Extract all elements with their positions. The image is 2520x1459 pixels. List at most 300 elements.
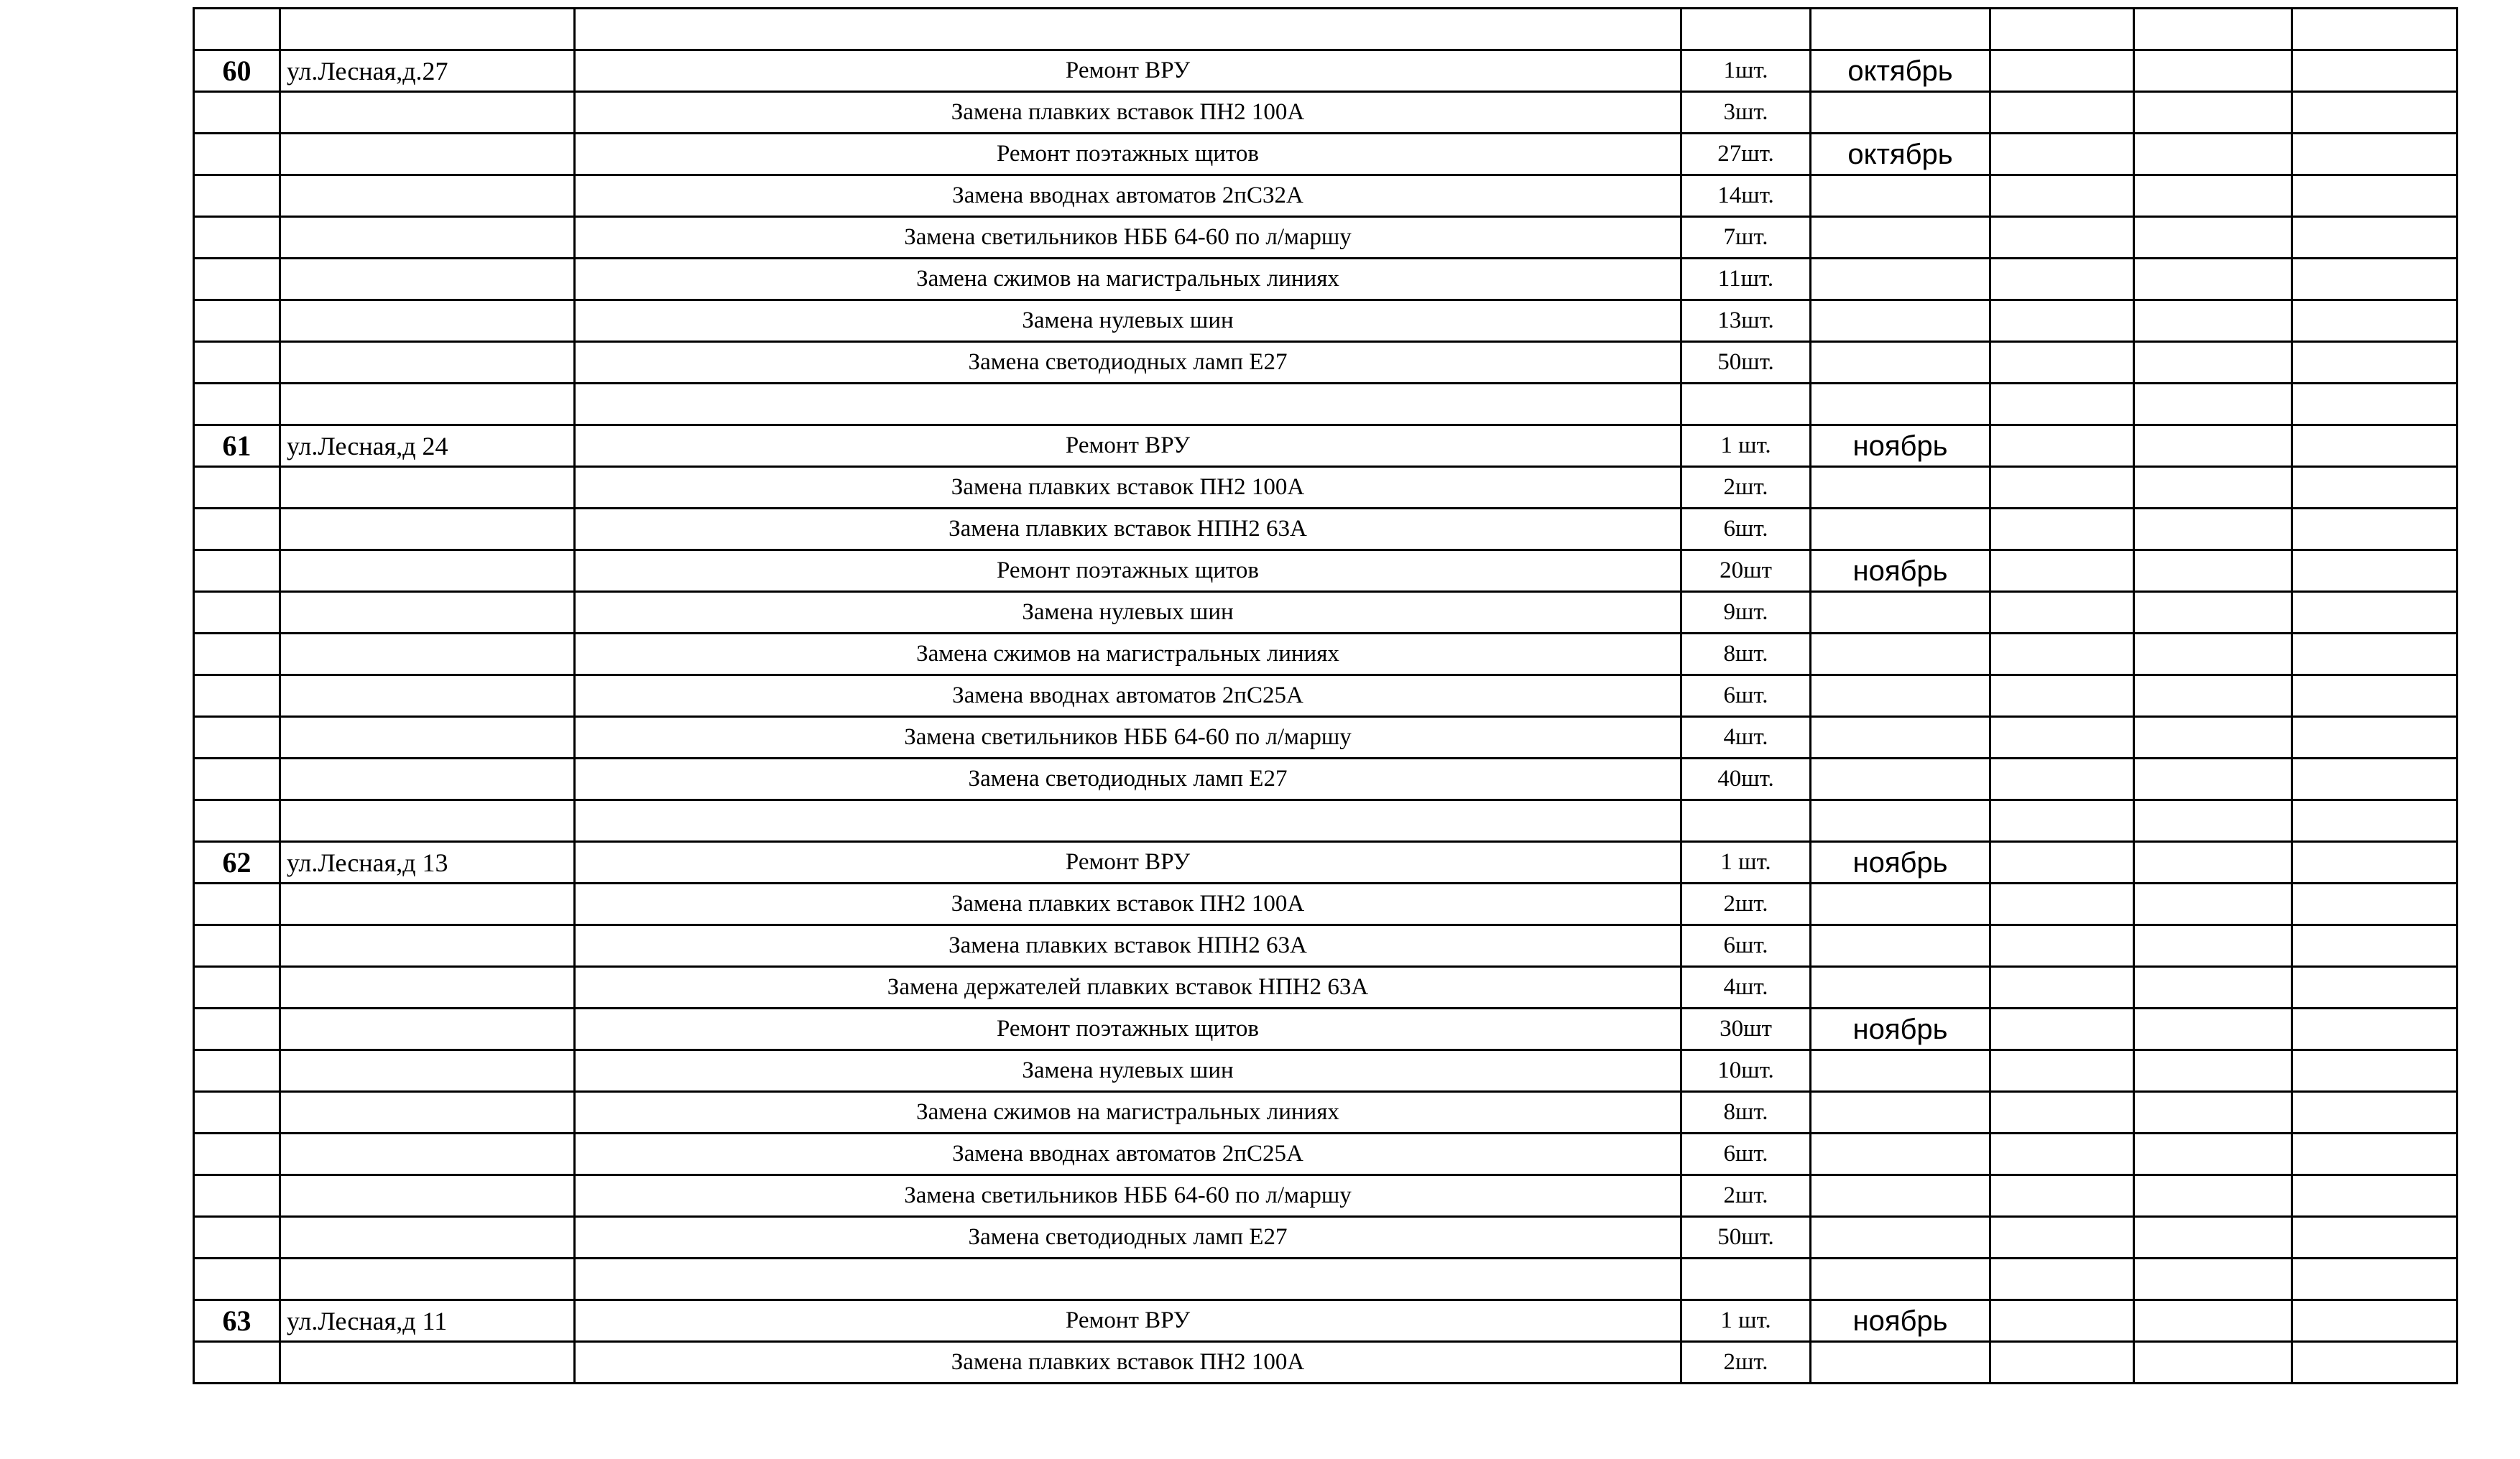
document-page <box>193 7 2456 1453</box>
quantity-cell: 4шт. <box>1681 967 1811 1009</box>
empty-cell <box>2134 759 2292 800</box>
work-description: Замена плавких вставок ПН2 100А <box>575 92 1681 134</box>
item-number-empty <box>194 92 280 134</box>
quantity-cell: 1шт. <box>1681 50 1811 92</box>
table-row <box>194 759 2457 800</box>
address-cell-empty <box>280 1217 575 1259</box>
empty-cell <box>2292 675 2457 717</box>
empty-cell <box>1990 259 2134 300</box>
month-cell <box>1811 1050 1990 1092</box>
empty-cell <box>1990 759 2134 800</box>
quantity-cell: 7шт. <box>1681 217 1811 259</box>
address-cell-empty <box>280 634 575 675</box>
empty-cell <box>2292 1342 2457 1384</box>
item-number-empty <box>194 675 280 717</box>
empty-cell <box>1681 1259 1811 1300</box>
work-description: Замена сжимов на магистральных линиях <box>575 1092 1681 1134</box>
empty-cell <box>2292 1300 2457 1342</box>
work-description: Замена вводнах автоматов 2пС25А <box>575 1134 1681 1175</box>
item-number: 61 <box>194 425 280 467</box>
address-cell-empty <box>280 550 575 592</box>
work-description: Замена сжимов на магистральных линиях <box>575 259 1681 300</box>
address-cell: ул.Лесная,д.27 <box>280 50 575 92</box>
month-cell <box>1811 467 1990 509</box>
item-number: 62 <box>194 842 280 884</box>
work-description: Замена сжимов на магистральных линиях <box>575 634 1681 675</box>
month-cell <box>1811 1342 1990 1384</box>
empty-cell <box>2134 134 2292 175</box>
empty-cell <box>2292 925 2457 967</box>
quantity-cell: 6шт. <box>1681 1134 1811 1175</box>
empty-cell <box>1990 1175 2134 1217</box>
empty-cell <box>1990 1092 2134 1134</box>
empty-cell <box>1990 509 2134 550</box>
block-spacer-row <box>194 800 2457 842</box>
empty-cell <box>2134 50 2292 92</box>
empty-cell <box>194 1259 280 1300</box>
empty-cell <box>2134 884 2292 925</box>
month-cell <box>1811 259 1990 300</box>
quantity-cell: 6шт. <box>1681 925 1811 967</box>
table-row <box>194 967 2457 1009</box>
table-row <box>194 217 2457 259</box>
quantity-cell: 1 шт. <box>1681 1300 1811 1342</box>
empty-cell <box>2134 259 2292 300</box>
month-cell: октябрь <box>1811 134 1990 175</box>
empty-cell <box>2292 1134 2457 1175</box>
empty-cell <box>2292 9 2457 50</box>
table-row <box>194 675 2457 717</box>
work-description: Замена светодиодных ламп Е27 <box>575 342 1681 384</box>
empty-cell <box>2292 1175 2457 1217</box>
table-row <box>194 509 2457 550</box>
address-cell-empty <box>280 1092 575 1134</box>
table-row <box>194 1009 2457 1050</box>
work-description: Замена нулевых шин <box>575 300 1681 342</box>
empty-cell <box>2292 134 2457 175</box>
month-cell: ноябрь <box>1811 1300 1990 1342</box>
empty-cell <box>1990 675 2134 717</box>
address-cell-empty <box>280 509 575 550</box>
item-number-empty <box>194 467 280 509</box>
month-cell: ноябрь <box>1811 1009 1990 1050</box>
month-cell <box>1811 925 1990 967</box>
month-cell <box>1811 92 1990 134</box>
table-row <box>194 592 2457 634</box>
table-row <box>194 550 2457 592</box>
work-description: Замена светильников НББ 64-60 по л/маршу <box>575 1175 1681 1217</box>
empty-cell <box>2134 300 2292 342</box>
month-cell: ноябрь <box>1811 842 1990 884</box>
empty-cell <box>2134 634 2292 675</box>
work-description: Ремонт ВРУ <box>575 50 1681 92</box>
month-cell <box>1811 759 1990 800</box>
item-number-empty <box>194 1175 280 1217</box>
empty-cell <box>2134 550 2292 592</box>
address-cell-empty <box>280 92 575 134</box>
quantity-cell: 50шт. <box>1681 1217 1811 1259</box>
table-row <box>194 467 2457 509</box>
work-description: Замена плавких вставок ПН2 100А <box>575 467 1681 509</box>
month-cell <box>1811 717 1990 759</box>
empty-cell <box>1990 1342 2134 1384</box>
empty-cell <box>1990 925 2134 967</box>
month-cell <box>1811 217 1990 259</box>
empty-cell <box>2134 342 2292 384</box>
empty-cell <box>1681 384 1811 425</box>
item-number-empty <box>194 592 280 634</box>
empty-cell <box>1990 50 2134 92</box>
empty-cell <box>2134 384 2292 425</box>
empty-cell <box>2292 1259 2457 1300</box>
item-number-empty <box>194 884 280 925</box>
table-row <box>194 300 2457 342</box>
table-row <box>194 884 2457 925</box>
address-cell-empty <box>280 759 575 800</box>
address-cell-empty <box>280 259 575 300</box>
empty-cell <box>2292 50 2457 92</box>
empty-cell <box>1990 217 2134 259</box>
address-cell: ул.Лесная,д 11 <box>280 1300 575 1342</box>
empty-cell <box>2134 1134 2292 1175</box>
address-cell-empty <box>280 675 575 717</box>
empty-cell <box>2134 717 2292 759</box>
quantity-cell: 6шт. <box>1681 509 1811 550</box>
item-number-empty <box>194 1217 280 1259</box>
block-spacer-row <box>194 1259 2457 1300</box>
work-description: Замена светодиодных ламп Е27 <box>575 1217 1681 1259</box>
month-cell <box>1811 509 1990 550</box>
month-cell <box>1811 634 1990 675</box>
work-description: Ремонт ВРУ <box>575 842 1681 884</box>
empty-cell <box>1990 550 2134 592</box>
table-row <box>194 925 2457 967</box>
table-row <box>194 1300 2457 1342</box>
empty-cell <box>1681 800 1811 842</box>
empty-cell <box>1811 1259 1990 1300</box>
table-row <box>194 1217 2457 1259</box>
address-cell-empty <box>280 1134 575 1175</box>
address-cell-empty <box>280 1342 575 1384</box>
empty-cell <box>1990 425 2134 467</box>
work-description: Замена нулевых шин <box>575 592 1681 634</box>
work-description: Замена плавких вставок НПН2 63А <box>575 925 1681 967</box>
empty-cell <box>2134 967 2292 1009</box>
quantity-cell: 8шт. <box>1681 634 1811 675</box>
quantity-cell: 27шт. <box>1681 134 1811 175</box>
item-number-empty <box>194 175 280 217</box>
empty-cell <box>2292 884 2457 925</box>
month-cell <box>1811 1175 1990 1217</box>
empty-cell <box>2134 1050 2292 1092</box>
empty-cell <box>2134 925 2292 967</box>
empty-cell <box>575 384 1681 425</box>
quantity-cell: 2шт. <box>1681 1175 1811 1217</box>
empty-cell <box>2134 425 2292 467</box>
quantity-cell: 20шт <box>1681 550 1811 592</box>
empty-cell <box>1990 342 2134 384</box>
empty-cell <box>2134 1092 2292 1134</box>
empty-cell <box>2292 550 2457 592</box>
table-row <box>194 175 2457 217</box>
item-number-empty <box>194 967 280 1009</box>
empty-cell <box>2292 509 2457 550</box>
empty-cell <box>2292 217 2457 259</box>
empty-cell <box>1990 592 2134 634</box>
month-cell <box>1811 300 1990 342</box>
work-description: Замена плавких вставок НПН2 63А <box>575 509 1681 550</box>
item-number-empty <box>194 759 280 800</box>
empty-cell <box>2134 1217 2292 1259</box>
quantity-cell: 1 шт. <box>1681 842 1811 884</box>
block-spacer-row <box>194 384 2457 425</box>
table-row <box>194 1092 2457 1134</box>
empty-cell <box>2292 1217 2457 1259</box>
work-description: Ремонт ВРУ <box>575 1300 1681 1342</box>
empty-cell <box>1990 9 2134 50</box>
empty-cell <box>2292 967 2457 1009</box>
empty-cell <box>2292 800 2457 842</box>
empty-cell <box>1990 1134 2134 1175</box>
empty-cell <box>575 1259 1681 1300</box>
work-description: Ремонт поэтажных щитов <box>575 1009 1681 1050</box>
table-row <box>194 1134 2457 1175</box>
quantity-cell: 4шт. <box>1681 717 1811 759</box>
table-row <box>194 634 2457 675</box>
month-cell <box>1811 1217 1990 1259</box>
empty-cell <box>1990 967 2134 1009</box>
address-cell: ул.Лесная,д 13 <box>280 842 575 884</box>
quantity-cell: 10шт. <box>1681 1050 1811 1092</box>
quantity-cell: 50шт. <box>1681 342 1811 384</box>
month-cell: ноябрь <box>1811 550 1990 592</box>
table-row <box>194 259 2457 300</box>
quantity-cell: 6шт. <box>1681 675 1811 717</box>
month-cell <box>1811 175 1990 217</box>
empty-cell <box>1990 175 2134 217</box>
empty-cell <box>1990 884 2134 925</box>
table-row <box>194 342 2457 384</box>
item-number-empty <box>194 1134 280 1175</box>
table-row <box>194 1342 2457 1384</box>
address-cell: ул.Лесная,д 24 <box>280 425 575 467</box>
address-cell-empty <box>280 717 575 759</box>
empty-cell <box>2134 1175 2292 1217</box>
quantity-cell: 2шт. <box>1681 1342 1811 1384</box>
work-description: Ремонт поэтажных щитов <box>575 134 1681 175</box>
empty-cell <box>1990 467 2134 509</box>
empty-cell <box>2292 1050 2457 1092</box>
empty-cell <box>194 384 280 425</box>
address-cell-empty <box>280 1050 575 1092</box>
empty-cell <box>2292 384 2457 425</box>
work-description: Ремонт ВРУ <box>575 425 1681 467</box>
empty-cell <box>2134 1342 2292 1384</box>
empty-cell <box>2292 92 2457 134</box>
item-number-empty <box>194 134 280 175</box>
work-schedule-table <box>193 7 2458 1384</box>
quantity-cell: 40шт. <box>1681 759 1811 800</box>
empty-cell <box>1811 384 1990 425</box>
item-number-empty <box>194 1342 280 1384</box>
quantity-cell: 13шт. <box>1681 300 1811 342</box>
empty-cell <box>2292 1009 2457 1050</box>
empty-cell <box>1990 1259 2134 1300</box>
item-number-empty <box>194 509 280 550</box>
item-number: 60 <box>194 50 280 92</box>
empty-cell <box>2134 1259 2292 1300</box>
table-row <box>194 1050 2457 1092</box>
item-number: 63 <box>194 1300 280 1342</box>
empty-cell <box>1990 842 2134 884</box>
empty-cell <box>2134 800 2292 842</box>
month-cell: октябрь <box>1811 50 1990 92</box>
empty-cell <box>575 800 1681 842</box>
quantity-cell: 30шт <box>1681 1009 1811 1050</box>
empty-cell <box>2134 175 2292 217</box>
quantity-cell: 11шт. <box>1681 259 1811 300</box>
empty-cell <box>1990 634 2134 675</box>
item-number-empty <box>194 717 280 759</box>
empty-cell <box>2292 592 2457 634</box>
quantity-cell: 14шт. <box>1681 175 1811 217</box>
month-cell <box>1811 1092 1990 1134</box>
empty-cell <box>2292 467 2457 509</box>
empty-cell <box>2134 467 2292 509</box>
item-number-empty <box>194 1092 280 1134</box>
empty-cell <box>280 384 575 425</box>
table-body <box>194 9 2457 1384</box>
empty-cell <box>2134 842 2292 884</box>
address-cell-empty <box>280 884 575 925</box>
empty-cell <box>2134 592 2292 634</box>
item-number-empty <box>194 1050 280 1092</box>
empty-cell <box>1990 92 2134 134</box>
empty-cell <box>2134 9 2292 50</box>
empty-cell <box>2134 217 2292 259</box>
work-description: Замена светильников НББ 64-60 по л/маршу <box>575 717 1681 759</box>
empty-cell <box>1990 384 2134 425</box>
work-description: Замена светильников НББ 64-60 по л/маршу <box>575 217 1681 259</box>
quantity-cell: 9шт. <box>1681 592 1811 634</box>
empty-cell <box>2292 717 2457 759</box>
quantity-cell: 2шт. <box>1681 884 1811 925</box>
empty-cell <box>1990 134 2134 175</box>
address-cell-empty <box>280 467 575 509</box>
empty-cell <box>2292 759 2457 800</box>
quantity-cell: 3шт. <box>1681 92 1811 134</box>
address-cell-empty <box>280 592 575 634</box>
address-cell-empty <box>280 1009 575 1050</box>
quantity-cell: 1 шт. <box>1681 425 1811 467</box>
address-cell-empty <box>280 342 575 384</box>
empty-cell <box>1990 1009 2134 1050</box>
empty-cell <box>1990 300 2134 342</box>
empty-cell <box>1990 1300 2134 1342</box>
address-cell-empty <box>280 134 575 175</box>
empty-cell <box>2292 300 2457 342</box>
empty-cell <box>1990 717 2134 759</box>
empty-cell <box>194 9 280 50</box>
work-description: Замена плавких вставок ПН2 100А <box>575 884 1681 925</box>
work-description: Замена плавких вставок ПН2 100А <box>575 1342 1681 1384</box>
work-description: Замена нулевых шин <box>575 1050 1681 1092</box>
table-row <box>194 842 2457 884</box>
address-cell-empty <box>280 1175 575 1217</box>
item-number-empty <box>194 925 280 967</box>
empty-cell <box>280 1259 575 1300</box>
table-row <box>194 1175 2457 1217</box>
month-cell <box>1811 675 1990 717</box>
empty-cell <box>1811 9 1990 50</box>
empty-cell <box>280 800 575 842</box>
work-description: Замена светодиодных ламп Е27 <box>575 759 1681 800</box>
work-description: Замена вводнах автоматов 2пС25А <box>575 675 1681 717</box>
empty-cell <box>280 9 575 50</box>
item-number-empty <box>194 300 280 342</box>
empty-cell <box>2134 675 2292 717</box>
empty-cell <box>2292 425 2457 467</box>
header-spacer-row <box>194 9 2457 50</box>
month-cell <box>1811 1134 1990 1175</box>
address-cell-empty <box>280 967 575 1009</box>
address-cell-empty <box>280 175 575 217</box>
work-description: Замена вводнах автоматов 2пС32А <box>575 175 1681 217</box>
empty-cell <box>2292 175 2457 217</box>
address-cell-empty <box>280 300 575 342</box>
item-number-empty <box>194 342 280 384</box>
table-row <box>194 717 2457 759</box>
item-number-empty <box>194 550 280 592</box>
empty-cell <box>2292 342 2457 384</box>
work-description: Замена держателей плавких вставок НПН2 63А <box>575 967 1681 1009</box>
empty-cell <box>2134 509 2292 550</box>
table-row <box>194 92 2457 134</box>
empty-cell <box>575 9 1681 50</box>
address-cell-empty <box>280 217 575 259</box>
empty-cell <box>2134 1009 2292 1050</box>
item-number-empty <box>194 634 280 675</box>
empty-cell <box>2292 634 2457 675</box>
address-cell-empty <box>280 925 575 967</box>
quantity-cell: 2шт. <box>1681 467 1811 509</box>
month-cell <box>1811 342 1990 384</box>
empty-cell <box>2292 259 2457 300</box>
month-cell <box>1811 967 1990 1009</box>
table-row <box>194 425 2457 467</box>
table-row <box>194 134 2457 175</box>
month-cell <box>1811 884 1990 925</box>
empty-cell <box>1681 9 1811 50</box>
empty-cell <box>1811 800 1990 842</box>
item-number-empty <box>194 217 280 259</box>
quantity-cell: 8шт. <box>1681 1092 1811 1134</box>
item-number-empty <box>194 259 280 300</box>
empty-cell <box>1990 800 2134 842</box>
month-cell: ноябрь <box>1811 425 1990 467</box>
empty-cell <box>1990 1050 2134 1092</box>
empty-cell <box>194 800 280 842</box>
work-description: Ремонт поэтажных щитов <box>575 550 1681 592</box>
empty-cell <box>2134 1300 2292 1342</box>
month-cell <box>1811 592 1990 634</box>
empty-cell <box>2134 92 2292 134</box>
empty-cell <box>2292 842 2457 884</box>
empty-cell <box>1990 1217 2134 1259</box>
empty-cell <box>2292 1092 2457 1134</box>
table-row <box>194 50 2457 92</box>
item-number-empty <box>194 1009 280 1050</box>
